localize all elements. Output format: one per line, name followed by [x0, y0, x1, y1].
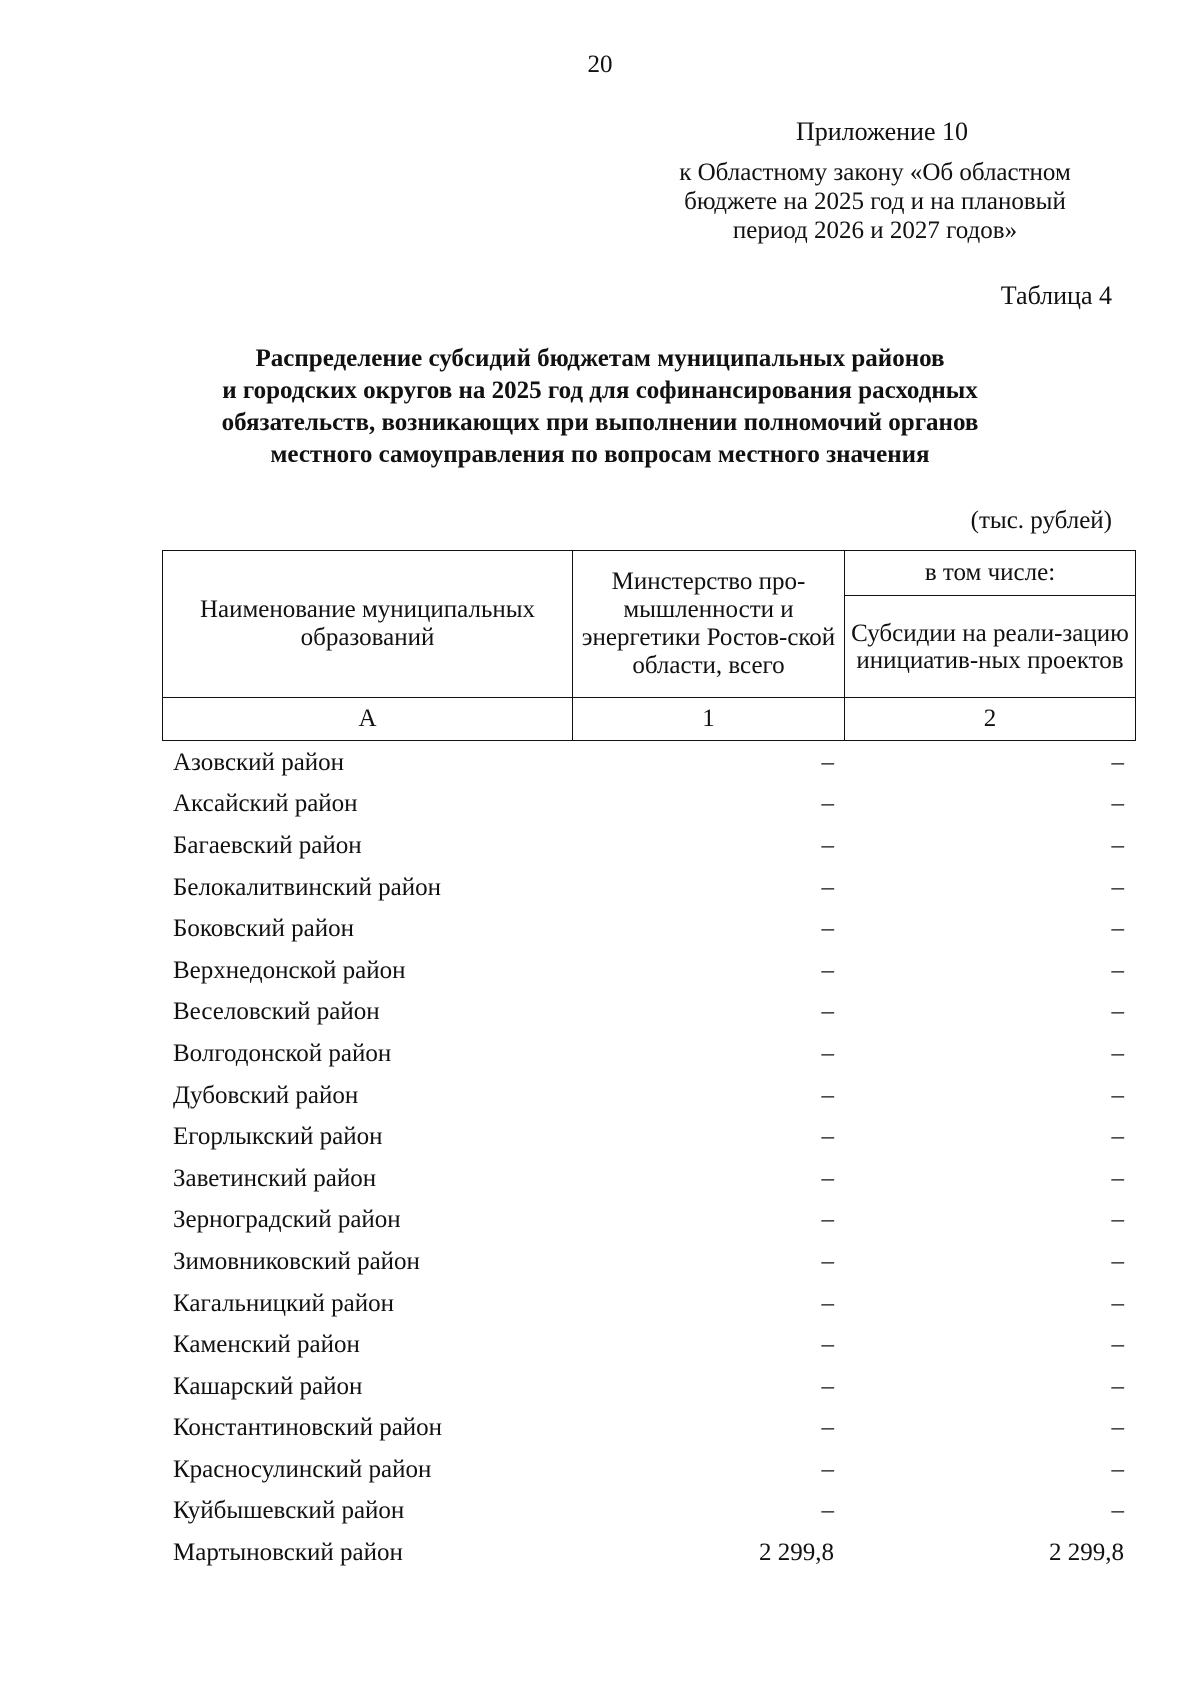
- table-row: [162, 1158, 1135, 1200]
- table-row: [162, 784, 1135, 826]
- row-total: –: [821, 831, 834, 859]
- row-total: –: [821, 1247, 834, 1275]
- row-name: Кашарский район: [173, 1372, 363, 1400]
- column-number: А: [163, 698, 573, 741]
- row-name: Дубовский район: [173, 1081, 359, 1109]
- table-row: [162, 1491, 1135, 1533]
- row-subsidies: –: [1111, 748, 1124, 776]
- row-subsidies: –: [1111, 790, 1124, 818]
- row-name: Зимовниковский район: [173, 1247, 420, 1275]
- row-subsidies: –: [1111, 1123, 1124, 1151]
- row-name: Азовский район: [173, 748, 345, 776]
- document-title-line: обязательств, возникающих при выполнении полномочий органов: [221, 409, 979, 436]
- row-subsidies: –: [1111, 956, 1124, 984]
- row-subsidies: –: [1111, 1039, 1124, 1067]
- table-row: [162, 1408, 1135, 1450]
- row-subsidies: –: [1111, 873, 1124, 901]
- table-row: [162, 867, 1135, 909]
- table-row: [162, 742, 1135, 784]
- table-row: [162, 1532, 1135, 1574]
- row-name: Константиновский район: [173, 1414, 443, 1442]
- row-name: Зерноградский район: [173, 1206, 401, 1234]
- row-name: Боковский район: [173, 915, 354, 943]
- row-total: –: [821, 1081, 834, 1109]
- document-title-line: и городских округов на 2025 год для софинансирования расходных: [222, 377, 978, 404]
- row-subsidies: –: [1111, 1331, 1124, 1359]
- table-row: [162, 1283, 1135, 1325]
- row-total: –: [821, 1289, 834, 1317]
- row-subsidies: –: [1111, 998, 1124, 1026]
- row-total: 2 299,8: [759, 1539, 834, 1567]
- row-subsidies: 2 299,8: [1049, 1539, 1124, 1567]
- column-number: 2: [845, 698, 1136, 741]
- appendix-reference-line: период 2026 и 2027 годов»: [732, 217, 1018, 244]
- row-total: –: [821, 790, 834, 818]
- header-subsidies: Субсидии на реали-зацию инициатив-ных проектов: [845, 596, 1136, 698]
- row-subsidies: –: [1111, 1289, 1124, 1317]
- row-total: –: [821, 1331, 834, 1359]
- row-subsidies: –: [1111, 1247, 1124, 1275]
- row-subsidies: –: [1111, 831, 1124, 859]
- row-total: –: [821, 1372, 834, 1400]
- row-subsidies: –: [1111, 915, 1124, 943]
- row-name: Багаевский район: [173, 831, 362, 859]
- table-header: [162, 550, 1136, 741]
- table-label: Таблица 4: [1000, 281, 1112, 310]
- row-total: –: [821, 956, 834, 984]
- table-row: [162, 1324, 1135, 1366]
- table-row: [162, 1366, 1135, 1408]
- row-subsidies: –: [1111, 1455, 1124, 1483]
- table-row: [162, 1200, 1135, 1242]
- table-row: [162, 950, 1135, 992]
- table-row: [162, 1241, 1135, 1283]
- document-title-line: Распределение субсидий бюджетам муниципальных районов: [255, 345, 945, 372]
- row-name: Заветинский район: [173, 1164, 377, 1192]
- appendix-reference-line: к Областному закону «Об областном: [679, 159, 1071, 186]
- row-total: –: [821, 1039, 834, 1067]
- row-name: Верхнедонской район: [173, 956, 406, 984]
- table-row: [162, 1075, 1135, 1117]
- header-municipality-name: Наименование муниципальных образований: [163, 551, 573, 698]
- table-row: [162, 992, 1135, 1034]
- row-total: –: [821, 998, 834, 1026]
- row-name: Веселовский район: [173, 998, 380, 1026]
- table-row: [162, 1449, 1135, 1491]
- row-name: Аксайский район: [173, 790, 358, 818]
- row-subsidies: –: [1111, 1372, 1124, 1400]
- row-total: –: [821, 1497, 834, 1525]
- row-name: Каменский район: [173, 1331, 360, 1359]
- header-ministry-total: Минстерство про-мышленности и энергетики Ростов-ской области, всего: [573, 551, 845, 698]
- page-number: 20: [587, 51, 613, 78]
- table-body: [162, 742, 1135, 1574]
- document-title-line: местного самоуправления по вопросам местного значения: [270, 441, 930, 468]
- row-total: –: [821, 1206, 834, 1234]
- row-name: Егорлыкский район: [173, 1123, 383, 1151]
- row-subsidies: –: [1111, 1206, 1124, 1234]
- row-subsidies: –: [1111, 1414, 1124, 1442]
- table-row: [162, 908, 1135, 950]
- table-row: [162, 1033, 1135, 1075]
- row-subsidies: –: [1111, 1081, 1124, 1109]
- header-including: в том числе:: [845, 551, 1136, 596]
- row-name: Волгодонской район: [173, 1039, 392, 1067]
- row-total: –: [821, 873, 834, 901]
- table-row: [162, 1116, 1135, 1158]
- column-number: 1: [573, 698, 845, 741]
- table-row: [162, 825, 1135, 867]
- row-name: Кагальницкий район: [173, 1289, 395, 1317]
- row-total: –: [821, 748, 834, 776]
- units-label: (тыс. рублей): [970, 507, 1112, 534]
- row-total: –: [821, 1414, 834, 1442]
- appendix-reference-line: бюджете на 2025 год и на плановый: [684, 188, 1066, 215]
- row-name: Мартыновский район: [173, 1539, 403, 1567]
- row-total: –: [821, 1164, 834, 1192]
- row-total: –: [821, 1455, 834, 1483]
- row-total: –: [821, 915, 834, 943]
- row-name: Красносулинский район: [173, 1455, 432, 1483]
- row-name: Куйбышевский район: [173, 1497, 405, 1525]
- row-total: –: [821, 1123, 834, 1151]
- row-subsidies: –: [1111, 1497, 1124, 1525]
- appendix-reference: [640, 158, 1110, 245]
- row-subsidies: –: [1111, 1164, 1124, 1192]
- row-name: Белокалитвинский район: [173, 873, 441, 901]
- document-title: [150, 343, 1050, 471]
- appendix-title: Приложение 10: [795, 117, 969, 146]
